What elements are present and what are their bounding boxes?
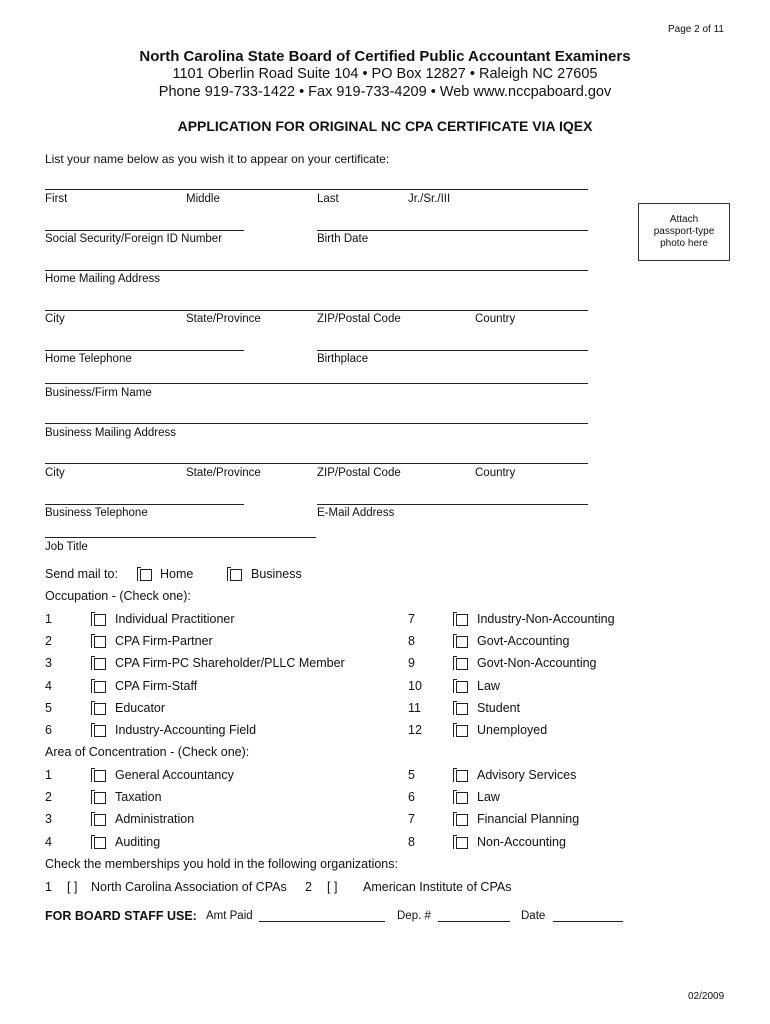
ssn-line[interactable] (45, 230, 244, 231)
concentration-option: Non-Accounting (477, 835, 566, 849)
concentration-num: 6 (408, 790, 415, 804)
org-address: 1101 Oberlin Road Suite 104 • PO Box 12827 • Raleigh NC 27605 (172, 66, 598, 82)
occupation-num: 6 (45, 723, 52, 737)
birthplace-line[interactable] (317, 350, 588, 351)
occupation-checkbox[interactable] (456, 614, 468, 626)
org-name: North Carolina State Board of Certified Public Accountant Examiners (139, 48, 631, 65)
occupation-checkbox[interactable] (94, 614, 106, 626)
home-phone-label: Home Telephone (45, 353, 132, 365)
occupation-num: 3 (45, 656, 52, 670)
occupation-checkbox[interactable] (94, 636, 106, 648)
first-label: First (45, 193, 68, 205)
occupation-checkbox[interactable] (456, 636, 468, 648)
send-mail-home-checkbox[interactable] (140, 569, 152, 581)
occupation-option: Individual Practitioner (115, 612, 235, 626)
concentration-option: Financial Planning (477, 812, 580, 826)
concentration-num: 3 (45, 812, 52, 826)
concentration-label: Area of Concentration - (Check one): (45, 745, 250, 759)
name-instruction: List your name below as you wish it to appear on your certificate: (45, 152, 390, 166)
concentration-option: Auditing (115, 835, 161, 849)
occupation-option: Law (477, 679, 500, 693)
form-title: APPLICATION FOR ORIGINAL NC CPA CERTIFICATE VIA IQEX (177, 118, 593, 134)
concentration-checkbox[interactable] (94, 770, 106, 782)
org-contact: Phone 919-733-1422 • Fax 919-733-4209 • Web www.nccpaboard.gov (158, 84, 612, 100)
concentration-num: 1 (45, 768, 52, 782)
firm-name-line[interactable] (45, 383, 588, 384)
home-address-line[interactable] (45, 270, 588, 271)
occupation-num: 9 (408, 656, 415, 670)
suffix-label: Jr./Sr./III (408, 193, 451, 205)
occupation-option: CPA Firm-Partner (115, 634, 213, 648)
occupation-option: Industry-Accounting Field (115, 723, 257, 737)
state2-label: State/Province (186, 467, 261, 479)
occupation-option: Unemployed (477, 723, 548, 737)
concentration-option: Law (477, 790, 500, 804)
zip2-label: ZIP/Postal Code (317, 467, 401, 479)
concentration-checkbox[interactable] (94, 792, 106, 804)
occupation-checkbox[interactable] (94, 681, 106, 693)
occupation-num: 1 (45, 612, 52, 626)
state-label: State/Province (186, 313, 261, 325)
concentration-checkbox[interactable] (94, 837, 106, 849)
concentration-checkbox[interactable] (456, 814, 468, 826)
occupation-num: 2 (45, 634, 52, 648)
ssn-label: Social Security/Foreign ID Number (45, 233, 223, 245)
amt-paid-line[interactable] (259, 921, 385, 922)
occupation-option: CPA Firm-Staff (115, 679, 198, 693)
occupation-checkbox[interactable] (456, 703, 468, 715)
birth-date-line[interactable] (317, 230, 588, 231)
business-phone-label: Business Telephone (45, 507, 148, 519)
membership-1-num: 1 (45, 880, 52, 894)
concentration-checkbox[interactable] (456, 770, 468, 782)
occupation-label: Occupation - (Check one): (45, 589, 191, 603)
business-address-label: Business Mailing Address (45, 427, 177, 439)
email-label: E-Mail Address (317, 507, 395, 519)
occupation-num: 7 (408, 612, 415, 626)
amt-paid-label: Amt Paid (206, 910, 253, 922)
send-mail-home-label: Home (160, 567, 194, 581)
country-label: Country (475, 313, 516, 325)
membership-2-checkbox[interactable]: [ ] (327, 880, 338, 894)
dep-label: Dep. # (397, 910, 431, 922)
concentration-num: 2 (45, 790, 52, 804)
job-title-label: Job Title (45, 541, 88, 553)
occupation-num: 10 (408, 679, 422, 693)
send-mail-business-label: Business (251, 567, 302, 581)
zip-label: ZIP/Postal Code (317, 313, 401, 325)
country2-label: Country (475, 467, 516, 479)
concentration-num: 7 (408, 812, 415, 826)
concentration-option: Advisory Services (477, 768, 577, 782)
occupation-checkbox[interactable] (94, 658, 106, 670)
concentration-checkbox[interactable] (94, 814, 106, 826)
concentration-num: 4 (45, 835, 52, 849)
occupation-option: Govt-Accounting (477, 634, 570, 648)
concentration-num: 5 (408, 768, 415, 782)
concentration-checkbox[interactable] (456, 792, 468, 804)
home-phone-line[interactable] (45, 350, 244, 351)
home-city-line[interactable] (45, 310, 588, 311)
job-title-line[interactable] (45, 537, 316, 538)
occupation-num: 11 (408, 701, 421, 715)
occupation-checkbox[interactable] (456, 725, 468, 737)
occupation-num: 8 (408, 634, 415, 648)
home-address-label: Home Mailing Address (45, 273, 161, 285)
concentration-option: General Accountancy (115, 768, 234, 782)
firm-name-label: Business/Firm Name (45, 387, 152, 399)
concentration-option: Taxation (115, 790, 162, 804)
membership-1-checkbox[interactable]: [ ] (67, 880, 78, 894)
occupation-num: 5 (45, 701, 52, 715)
photo-box: Attach passport-type photo here (638, 203, 730, 261)
occupation-checkbox[interactable] (94, 703, 106, 715)
date-label: Date (521, 910, 546, 922)
occupation-checkbox[interactable] (456, 658, 468, 670)
concentration-num: 8 (408, 835, 415, 849)
occupation-option: Educator (115, 701, 166, 715)
dep-line[interactable] (438, 921, 510, 922)
date-line[interactable] (553, 921, 623, 922)
business-city-line[interactable] (45, 463, 588, 464)
occupation-num: 4 (45, 679, 52, 693)
staff-use-label: FOR BOARD STAFF USE: (45, 909, 197, 923)
birth-date-label: Birth Date (317, 233, 369, 245)
send-mail-business-checkbox[interactable] (230, 569, 242, 581)
city2-label: City (45, 467, 65, 479)
concentration-checkbox[interactable] (456, 837, 468, 849)
business-phone-line[interactable] (45, 504, 244, 505)
occupation-option: Student (477, 701, 521, 715)
occupation-num: 12 (408, 723, 422, 737)
page-number: Page 2 of 11 (668, 24, 724, 35)
business-address-line[interactable] (45, 423, 588, 424)
revision-date: 02/2009 (688, 991, 725, 1002)
membership-1-label: North Carolina Association of CPAs (91, 880, 287, 894)
occupation-checkbox[interactable] (94, 725, 106, 737)
name-line[interactable] (45, 189, 588, 190)
middle-label: Middle (186, 193, 220, 205)
memberships-label: Check the memberships you hold in the following organizations: (45, 857, 398, 871)
email-line[interactable] (317, 504, 588, 505)
occupation-option: CPA Firm-PC Shareholder/PLLC Member (115, 656, 345, 670)
occupation-option: Govt-Non-Accounting (477, 656, 597, 670)
city-label: City (45, 313, 65, 325)
concentration-option: Administration (115, 812, 195, 826)
membership-2-label: American Institute of CPAs (363, 880, 512, 894)
occupation-checkbox[interactable] (456, 681, 468, 693)
occupation-option: Industry-Non-Accounting (477, 612, 615, 626)
birthplace-label: Birthplace (317, 353, 369, 365)
last-label: Last (317, 193, 339, 205)
send-mail-label: Send mail to: (45, 567, 118, 581)
membership-2-num: 2 (305, 880, 312, 894)
